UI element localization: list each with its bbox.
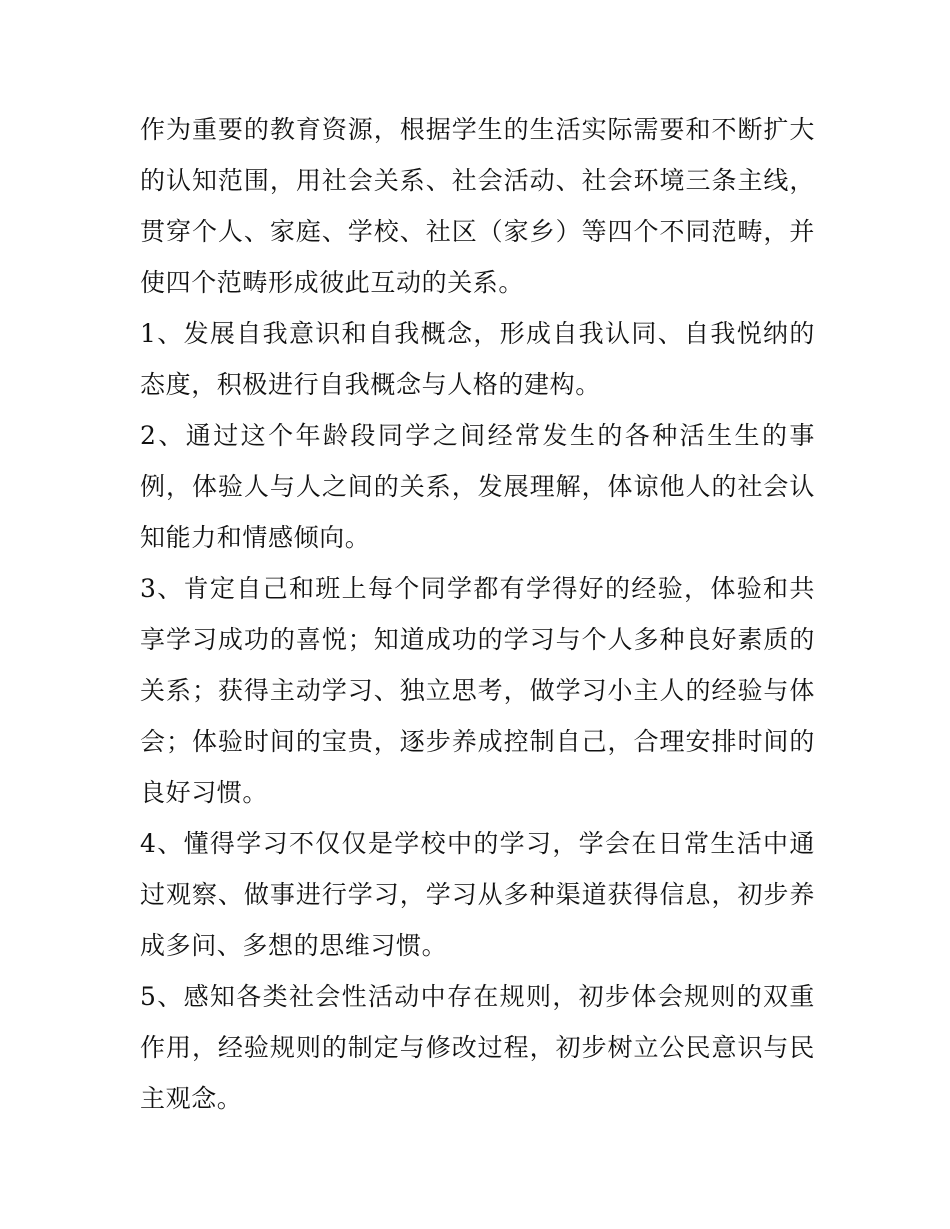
paragraph-item-4: 4、懂得学习不仅仅是学校中的学习，学会在日常生活中通过观察、做事进行学习，学习从多种渠道获得信息，初步养成多问、多想的思维习惯。 [140,829,815,960]
document-body [140,104,815,1124]
paragraph-item-5: 5、感知各类社会性活动中存在规则，初步体会规则的双重作用，经验规则的制定与修改过程，初步树立公民意识与民主观念。 [140,982,815,1113]
paragraph-item-3: 3、肯定自己和班上每个同学都有学得好的经验，体验和共享学习成功的喜悦；知道成功的学习与个人多种良好素质的关系；获得主动学习、独立思考，做学习小主人的经验与体会；体验时间的宝贵，逐步养成控制自己，合理安排时间的良好习惯。 [140,574,815,807]
paragraph-item-2: 2、通过这个年龄段同学之间经常发生的各种活生生的事例，体验人与人之间的关系，发展理解，体谅他人的社会认知能力和情感倾向。 [140,421,815,552]
paragraph-item-1: 1、发展自我意识和自我概念，形成自我认同、自我悦纳的态度，积极进行自我概念与人格的建构。 [140,319,815,399]
paragraph-intro: 作为重要的教育资源，根据学生的生活实际需要和不断扩大的认知范围，用社会关系、社会活动、社会环境三条主线，贯穿个人、家庭、学校、社区（家乡）等四个不同范畴，并使四个范畴形成彼此互动的关系。 [140,115,815,297]
